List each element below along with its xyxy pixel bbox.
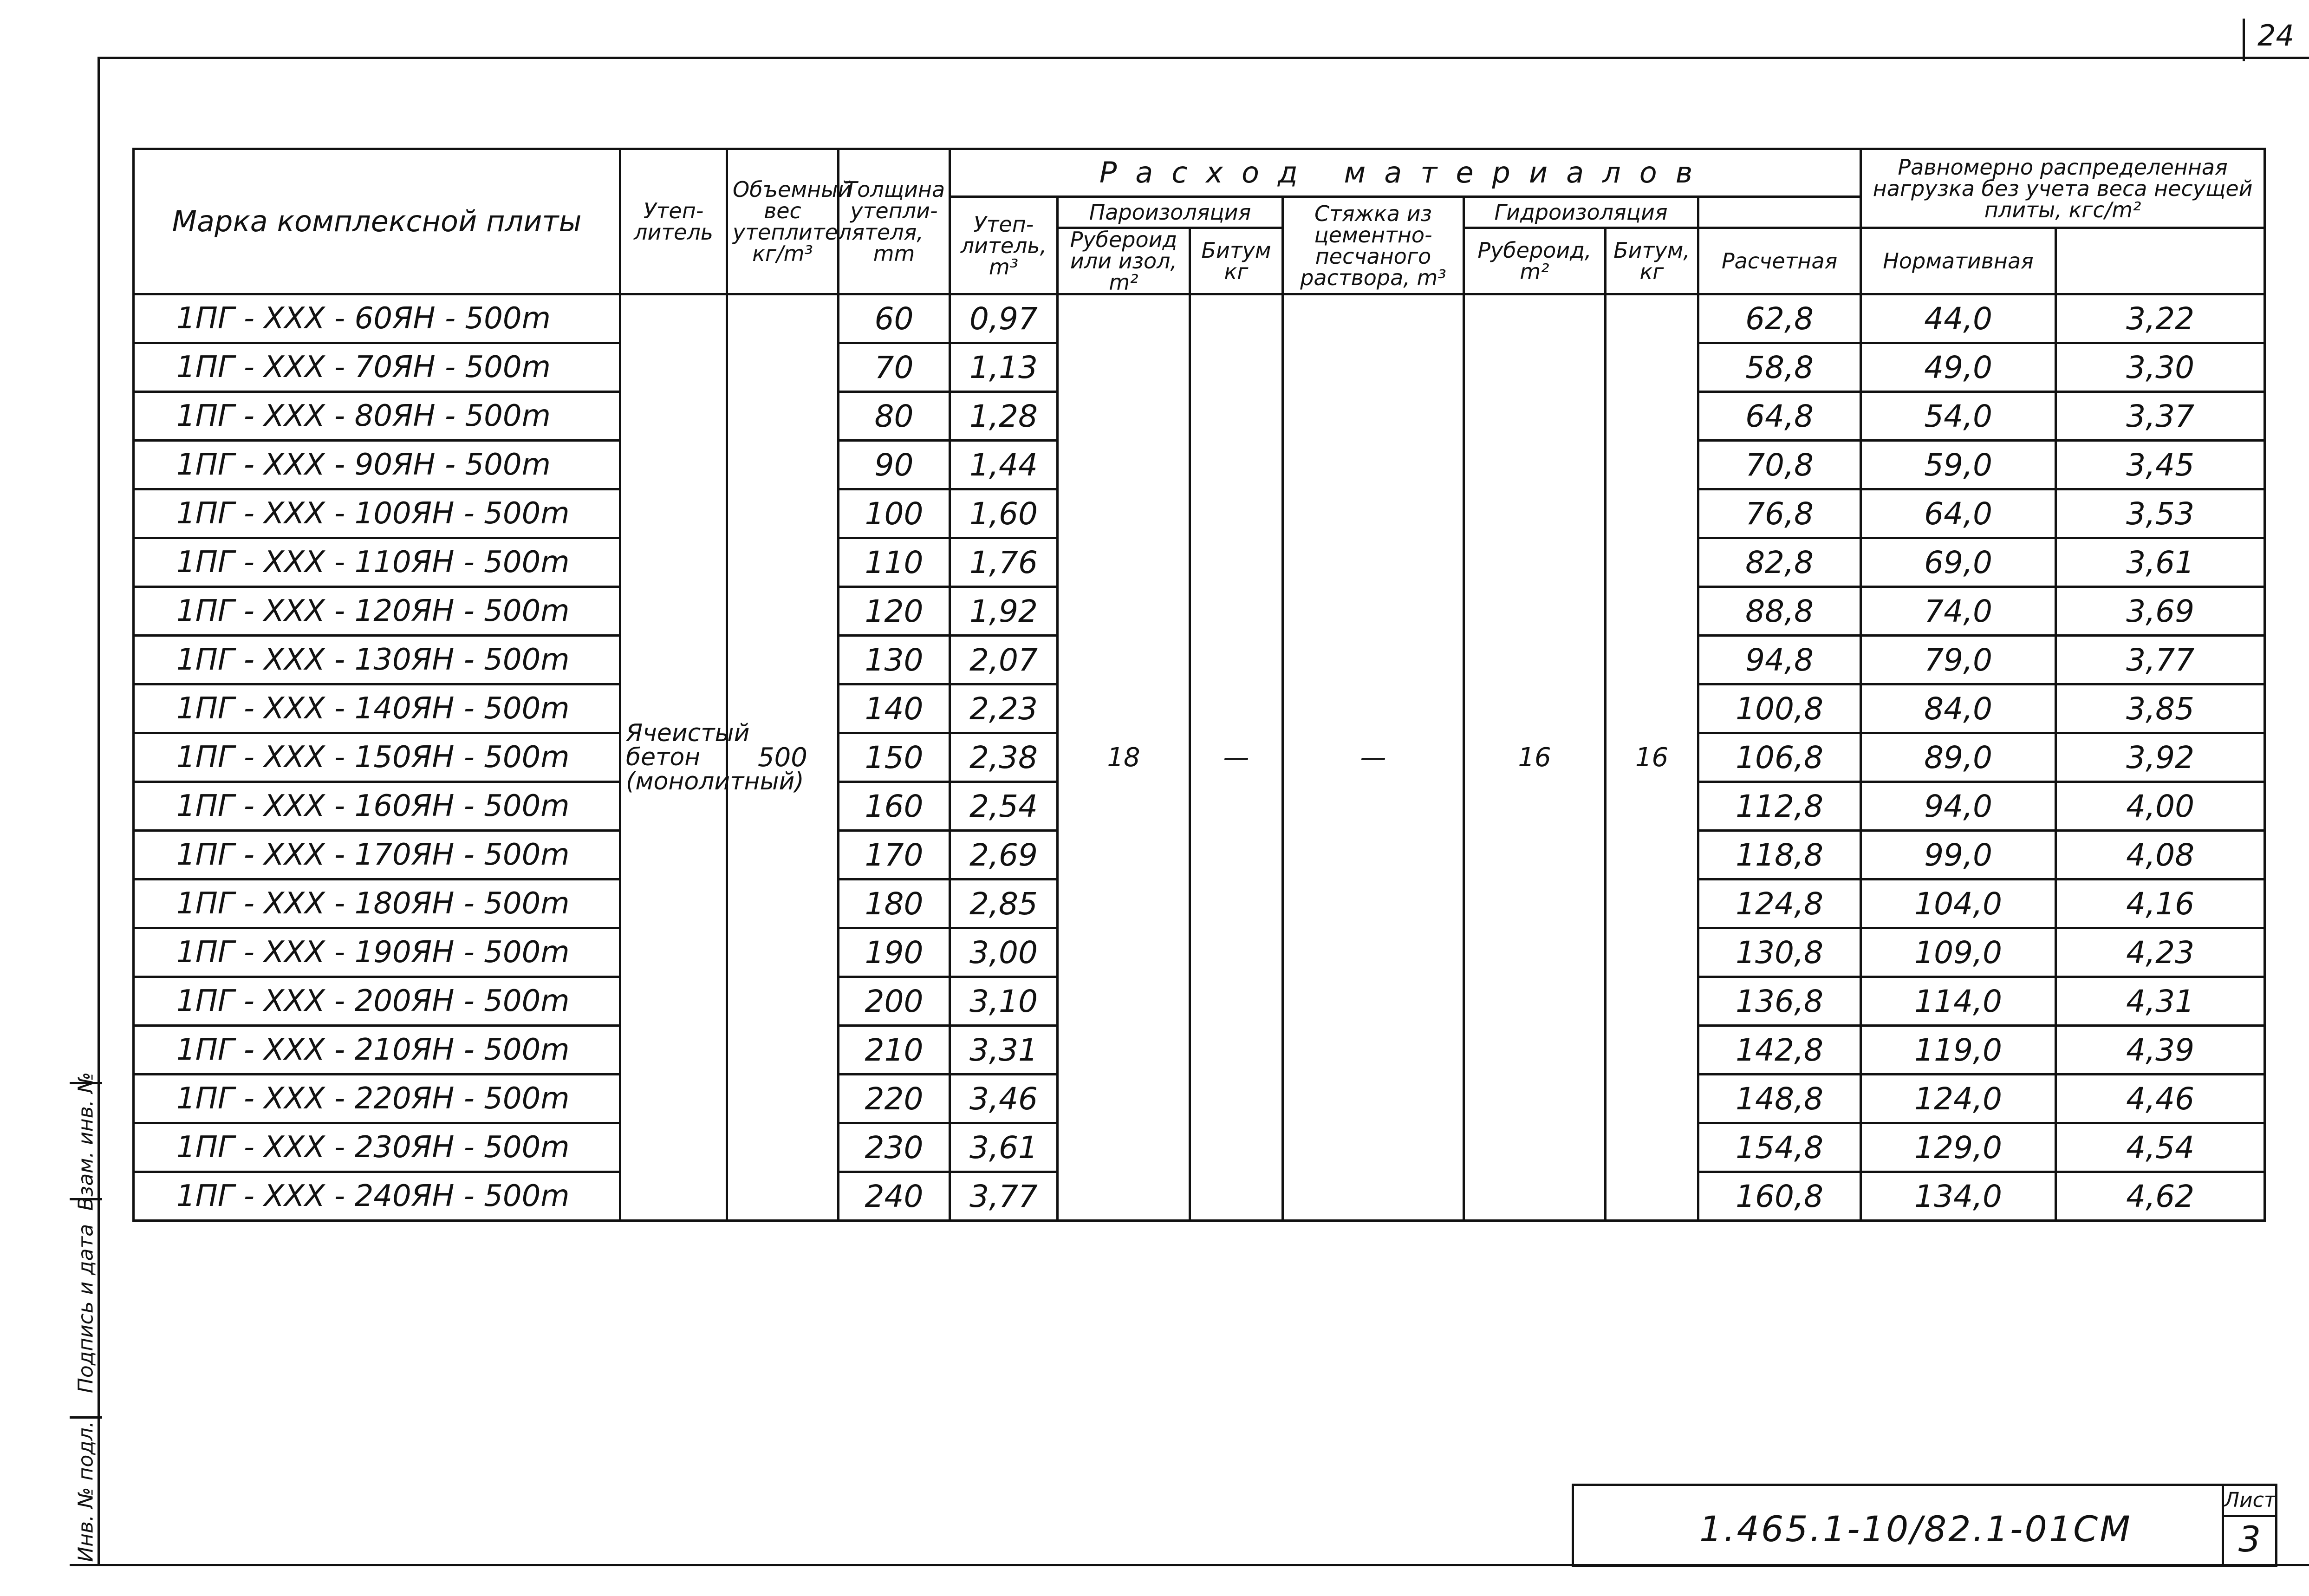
cell-vapor-ruberoid: 18: [1058, 294, 1190, 1221]
sheet-label: Лист: [2224, 1486, 2275, 1517]
cell-load-calc: 112,8: [1698, 782, 1861, 831]
cell-thickness: 200: [839, 977, 950, 1026]
cell-thickness: 230: [839, 1123, 950, 1172]
cell-load-norm: 74,0: [1861, 587, 2056, 636]
cell-screed: —: [1283, 294, 1464, 1221]
cell-mass: 3,61: [2056, 538, 2265, 587]
cell-load-calc: 154,8: [1698, 1123, 1861, 1172]
cell-thickness: 70: [839, 343, 950, 392]
cell-load-norm: 49,0: [1861, 343, 2056, 392]
cell-mass: 4,08: [2056, 831, 2265, 879]
cell-mass: 4,62: [2056, 1172, 2265, 1221]
side-text-replacement: Взам. инв. №: [74, 1072, 98, 1211]
cell-load-norm: 119,0: [1861, 1026, 2056, 1075]
cell-mark: 1ПГ - XXX - 90ЯН - 500m: [134, 441, 620, 489]
cell-volume: 0,97: [950, 294, 1058, 343]
header-hydro: Гидроизоляция: [1464, 197, 1698, 228]
cell-load-calc: 88,8: [1698, 587, 1861, 636]
cell-load-calc: 64,8: [1698, 392, 1861, 441]
cell-volume: 1,44: [950, 441, 1058, 489]
cell-mass: 4,54: [2056, 1123, 2265, 1172]
cell-volume: 3,10: [950, 977, 1058, 1026]
cell-load-calc: 106,8: [1698, 733, 1861, 782]
cell-load-calc: 82,8: [1698, 538, 1861, 587]
cell-load-calc: 62,8: [1698, 294, 1861, 343]
cell-mass: 4,31: [2056, 977, 2265, 1026]
cell-load-norm: 114,0: [1861, 977, 2056, 1026]
cell-volume: 3,31: [950, 1026, 1058, 1075]
header-load-norm: Нормативная: [1861, 228, 2056, 294]
cell-mass: 4,46: [2056, 1075, 2265, 1123]
cell-volume: 2,69: [950, 831, 1058, 879]
sheet-number: 3: [2238, 1518, 2261, 1560]
side-cell-replacement: [70, 1072, 102, 1211]
header-vapor-ruberoid: Рубероид или изол, m²: [1058, 228, 1190, 294]
cell-thickness: 140: [839, 684, 950, 733]
cell-thickness: 190: [839, 928, 950, 977]
table-body: [134, 294, 2265, 1221]
header-vapor: Пароизоляция: [1058, 197, 1283, 228]
cell-load-calc: 142,8: [1698, 1026, 1861, 1075]
header-hydro-ruberoid: Рубероид, m²: [1464, 228, 1606, 294]
cell-mark: 1ПГ - XXX - 210ЯН - 500m: [134, 1026, 620, 1075]
cell-thickness: 90: [839, 441, 950, 489]
header-hydro-bitumen: Битум, кг: [1606, 228, 1698, 294]
cell-mark: 1ПГ - XXX - 230ЯН - 500m: [134, 1123, 620, 1172]
cell-thickness: 80: [839, 392, 950, 441]
cell-load-norm: 64,0: [1861, 489, 2056, 538]
cell-load-norm: 99,0: [1861, 831, 2056, 879]
header-insulation: Утеп- литель: [620, 149, 727, 294]
cell-volume: 2,23: [950, 684, 1058, 733]
cell-mark: 1ПГ - XXX - 120ЯН - 500m: [134, 587, 620, 636]
cell-insulation: Ячеистый бетон (монолитный): [620, 294, 727, 1221]
cell-load-norm: 104,0: [1861, 879, 2056, 928]
cell-thickness: 120: [839, 587, 950, 636]
cell-mass: 3,85: [2056, 684, 2265, 733]
page-number: 24: [2257, 19, 2294, 52]
cell-volume: 3,61: [950, 1123, 1058, 1172]
cell-mark: 1ПГ - XXX - 240ЯН - 500m: [134, 1172, 620, 1221]
header-mark: Марка комплексной плиты: [134, 149, 620, 294]
cell-mark: 1ПГ - XXX - 180ЯН - 500m: [134, 879, 620, 928]
cell-load-norm: 129,0: [1861, 1123, 2056, 1172]
cell-volume: 2,38: [950, 733, 1058, 782]
cell-load-norm: 124,0: [1861, 1075, 2056, 1123]
cell-load-calc: 76,8: [1698, 489, 1861, 538]
cell-mark: 1ПГ - XXX - 80ЯН - 500m: [134, 392, 620, 441]
cell-mark: 1ПГ - XXX - 200ЯН - 500m: [134, 977, 620, 1026]
frame-top-line: [98, 57, 2309, 59]
cell-load-calc: 118,8: [1698, 831, 1861, 879]
header-load-calc: Расчетная: [1698, 228, 1861, 294]
table-row: [134, 294, 2265, 343]
cell-thickness: 180: [839, 879, 950, 928]
side-text-signature: Подпись и дата: [74, 1224, 98, 1393]
cell-load-norm: 59,0: [1861, 441, 2056, 489]
sheet-cell: [2222, 1486, 2275, 1565]
cell-thickness: 60: [839, 294, 950, 343]
title-block: [1572, 1484, 2277, 1567]
cell-load-norm: 134,0: [1861, 1172, 2056, 1221]
cell-thickness: 170: [839, 831, 950, 879]
cell-mark: 1ПГ - XXX - 130ЯН - 500m: [134, 636, 620, 684]
side-cell-inventory: [70, 1416, 102, 1564]
cell-mass: 4,39: [2056, 1026, 2265, 1075]
cell-volume: 3,46: [950, 1075, 1058, 1123]
cell-load-norm: 44,0: [1861, 294, 2056, 343]
cell-volume: 3,00: [950, 928, 1058, 977]
cell-load-norm: 94,0: [1861, 782, 2056, 831]
cell-load-calc: 124,8: [1698, 879, 1861, 928]
cell-mass: 3,77: [2056, 636, 2265, 684]
cell-thickness: 220: [839, 1075, 950, 1123]
cell-volume: 1,92: [950, 587, 1058, 636]
cell-mass: 3,22: [2056, 294, 2265, 343]
page-number-divider: [2243, 19, 2245, 61]
cell-mass: 4,16: [2056, 879, 2265, 928]
cell-mark: 1ПГ - XXX - 100ЯН - 500m: [134, 489, 620, 538]
cell-mark: 1ПГ - XXX - 170ЯН - 500m: [134, 831, 620, 879]
cell-mark: 1ПГ - XXX - 190ЯН - 500m: [134, 928, 620, 977]
cell-density: 500: [727, 294, 839, 1221]
cell-load-calc: 160,8: [1698, 1172, 1861, 1221]
cell-load-calc: 136,8: [1698, 977, 1861, 1026]
cell-volume: 2,85: [950, 879, 1058, 928]
header-load: Равномерно распределенная нагрузка без учета веса несущей плиты, кгс/m²: [1861, 149, 2265, 228]
cell-mark: 1ПГ - XXX - 140ЯН - 500m: [134, 684, 620, 733]
cell-thickness: 100: [839, 489, 950, 538]
cell-mass: 3,37: [2056, 392, 2265, 441]
cell-mass: 3,45: [2056, 441, 2265, 489]
cell-load-norm: 79,0: [1861, 636, 2056, 684]
cell-mass: 3,69: [2056, 587, 2265, 636]
cell-load-calc: 130,8: [1698, 928, 1861, 977]
cell-mass: 4,23: [2056, 928, 2265, 977]
cell-mass: 3,53: [2056, 489, 2265, 538]
cell-thickness: 160: [839, 782, 950, 831]
cell-volume: 3,77: [950, 1172, 1058, 1221]
header-consumption: [950, 149, 1861, 197]
cell-mark: 1ПГ - XXX - 150ЯН - 500m: [134, 733, 620, 782]
cell-load-calc: 148,8: [1698, 1075, 1861, 1123]
cell-volume: 2,54: [950, 782, 1058, 831]
document-code: 1.465.1-10/82.1-01CM: [1699, 1508, 2132, 1550]
cell-thickness: 210: [839, 1026, 950, 1075]
side-cell-signature: [70, 1198, 102, 1416]
cell-mark: 1ПГ - XXX - 60ЯН - 500m: [134, 294, 620, 343]
header-thickness: Толщина утепли- теля, mm: [839, 149, 950, 294]
cell-mark: 1ПГ - XXX - 220ЯН - 500m: [134, 1075, 620, 1123]
cell-volume: 1,76: [950, 538, 1058, 587]
cell-load-norm: 54,0: [1861, 392, 2056, 441]
cell-mark: 1ПГ - XXX - 160ЯН - 500m: [134, 782, 620, 831]
cell-load-calc: 70,8: [1698, 441, 1861, 489]
cell-load-norm: 109,0: [1861, 928, 2056, 977]
vapor-bitumen-unit: кг: [1224, 259, 1249, 284]
cell-thickness: 130: [839, 636, 950, 684]
header-density: Объемный вес утеплителя кг/m³: [727, 149, 839, 294]
cell-mark: 1ПГ - XXX - 110ЯН - 500m: [134, 538, 620, 587]
cell-thickness: 110: [839, 538, 950, 587]
cell-load-calc: 94,8: [1698, 636, 1861, 684]
vapor-bitumen-label: Битум: [1201, 238, 1271, 263]
cell-hydro-bitumen: 16: [1606, 294, 1698, 1221]
cell-load-calc: 100,8: [1698, 684, 1861, 733]
header-vapor-bitumen: [1190, 228, 1283, 294]
cell-load-norm: 84,0: [1861, 684, 2056, 733]
cell-mass: 3,30: [2056, 343, 2265, 392]
cell-volume: 1,60: [950, 489, 1058, 538]
cell-mass: 4,00: [2056, 782, 2265, 831]
side-text-inventory: Инв. № подл.: [74, 1420, 98, 1562]
cell-volume: 2,07: [950, 636, 1058, 684]
cell-mass: 3,92: [2056, 733, 2265, 782]
cell-thickness: 150: [839, 733, 950, 782]
cell-hydro-ruberoid: 16: [1464, 294, 1606, 1221]
header-ins-volume: Утеп- литель, m³: [950, 197, 1058, 294]
cell-thickness: 240: [839, 1172, 950, 1221]
approval-strip: [70, 1072, 102, 1564]
cell-mark: 1ПГ - XXX - 70ЯН - 500m: [134, 343, 620, 392]
cell-volume: 1,13: [950, 343, 1058, 392]
cell-load-norm: 69,0: [1861, 538, 2056, 587]
materials-table: [132, 148, 2266, 1222]
header-screed: Стяжка из цементно- песчаного раствора, m³: [1283, 197, 1464, 294]
consumption-title: Расход материалов: [1099, 156, 1711, 190]
cell-load-norm: 89,0: [1861, 733, 2056, 782]
cell-vapor-bitumen: —: [1190, 294, 1283, 1221]
cell-load-calc: 58,8: [1698, 343, 1861, 392]
cell-volume: 1,28: [950, 392, 1058, 441]
